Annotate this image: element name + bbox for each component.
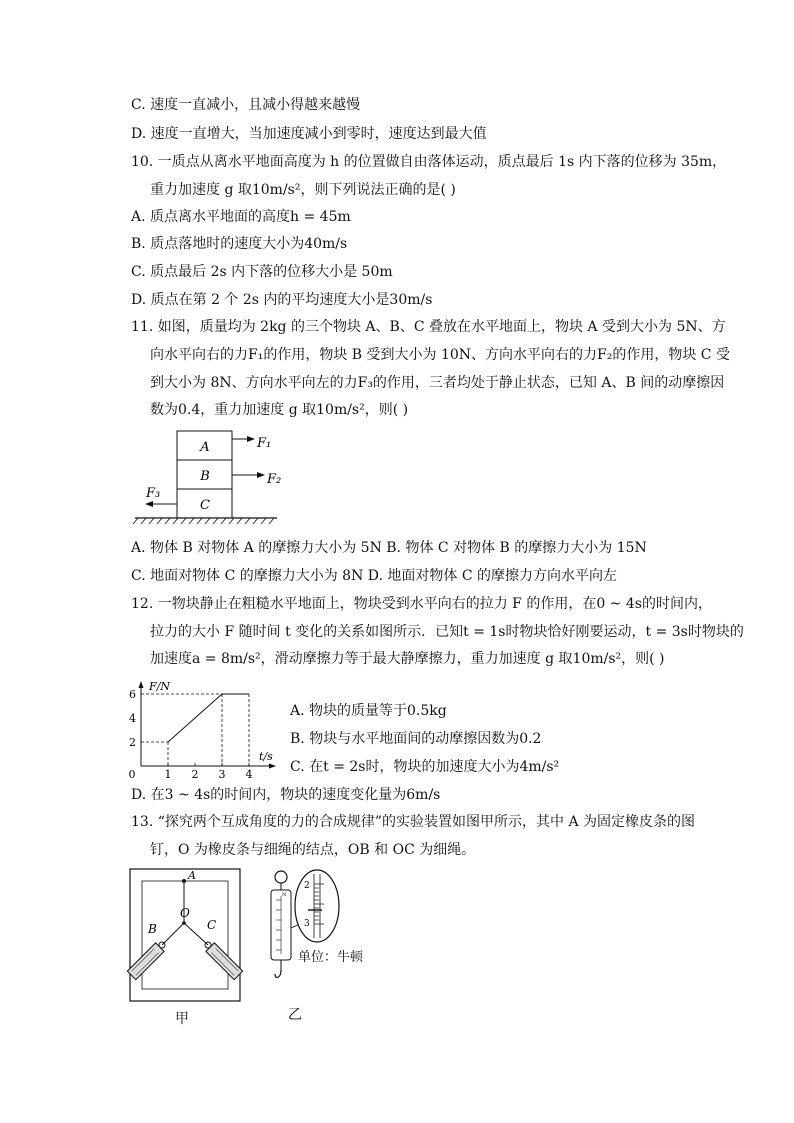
scale-n-label: N [282, 892, 287, 898]
caption-jia: 甲 [175, 1011, 189, 1027]
q13-stem-line1: 13. “探究两个互成角度的力的合成规律”的实验装置如图甲所示，其中 A 为固定橡皮条的图 [131, 814, 696, 830]
q12-stem-line1: 12. 一物块静止在粗糙水平地面上，物块受到水平向右的拉力 F 的作用，在0 ~ 4s的时间内， [131, 596, 712, 612]
q11-stem-line3: 到大小为 8N、方向水平向左的力F₃的作用，三者均处于静止状态，已知 A、B 间的动摩擦因 [150, 375, 725, 391]
q12-option-b: B. 物块与水平地面间的动摩擦因数为0.2 [290, 731, 542, 747]
q11-options-ab: A. 物体 B 对物体 A 的摩擦力大小为 5N B. 物体 C 对物体 B 的摩擦力大小为 15N [131, 540, 647, 556]
x-tick-label: 0 [128, 768, 136, 781]
ground-hatch [133, 518, 274, 524]
y-tick-label: 6 [129, 688, 136, 701]
magnifier-tick-2: 2 [304, 881, 310, 891]
x-tick-label: 3 [218, 768, 226, 781]
label-a: A [200, 440, 210, 455]
q12-stem-line3: 加速度a = 8m/s²，滑动摩擦力等于最大静摩擦力，重力加速度 g 取10m/s²，则( ) [150, 651, 665, 667]
q11-stem-line2: 向水平向右的力F₁的作用，物块 B 受到大小为 10N、方向水平向右的力F₂的作用，物块 C 受 [150, 347, 730, 363]
q10-option-c: C. 质点最后 2s 内下落的位移大小是 50m [131, 264, 393, 280]
q12-option-d: D. 在3 ~ 4s的时间内，物块的速度变化量为6m/s [131, 787, 441, 803]
series-segment [168, 694, 222, 742]
blocks-diagram [130, 425, 290, 530]
y-axis-label: F/N [149, 680, 170, 693]
y-tick-label: 2 [129, 736, 136, 749]
q11-stem-line4: 数为0.4，重力加速度 g 取10m/s²，则( ) [150, 402, 409, 418]
label-o: O [180, 906, 190, 920]
q10-option-a: A. 质点离水平地面的高度h = 45m [131, 209, 351, 225]
label-f3: F₃ [146, 486, 161, 501]
magnifier-tick-3: 3 [304, 919, 310, 929]
y-tick-label: 4 [129, 712, 136, 725]
x-tick-label: 1 [164, 768, 172, 781]
unit-label: 单位：牛顿 [298, 950, 364, 965]
q11-options-cd: C. 地面对物体 C 的摩擦力大小为 8N D. 地面对物体 C 的摩擦力方向水平向左 [131, 568, 618, 584]
q11-stem-line1: 11. 如图，质量均为 2kg 的三个物块 A、B、C 叠放在水平地面上，物块 A 受到大小为 5N、方 [131, 319, 726, 335]
q10-stem-line2: 重力加速度 g 取10m/s²，则下列说法正确的是( ) [150, 182, 456, 198]
q9-option-c: C. 速度一直减小，且减小得越来越慢 [131, 97, 361, 113]
q12-option-c: C. 在t = 2s时，物块的加速度大小为4m/s² [290, 759, 560, 775]
q10-stem-line1: 10. 一质点从离水平地面高度为 h 的位置做自由落体运动，质点最后 1s 内下落的位移为 35m， [131, 154, 727, 170]
spring-scale-figure [262, 868, 352, 996]
q9-option-d: D. 速度一直增大，当加速度减小到零时，速度达到最大值 [131, 126, 487, 142]
label-f2: F₂ [267, 472, 282, 487]
label-c: C [200, 498, 210, 513]
x-tick-label: 2 [191, 768, 199, 781]
label-c: C [207, 918, 217, 932]
q12-stem-line2: 拉力的大小 F 随时间 t 变化的关系如图所示．已知t = 1s时物块恰好刚要运动，t = 3s时物块的 [150, 624, 744, 640]
x-tick-label: 4 [245, 768, 253, 781]
label-a: A [188, 869, 196, 882]
top-ring [275, 871, 287, 883]
q10-option-d: D. 质点在第 2 个 2s 内的平均速度大小是30m/s [131, 292, 433, 308]
label-b: B [200, 469, 210, 484]
magnifier [295, 870, 339, 942]
label-b: B [148, 922, 157, 936]
force-time-chart [125, 678, 285, 781]
string-oc [184, 923, 208, 945]
q10-option-b: B. 质点落地时的速度大小为40m/s [131, 236, 348, 252]
bottom-hook [275, 970, 281, 977]
board-outer [130, 869, 240, 1001]
experiment-board-figure [128, 867, 243, 1005]
q13-stem-line2: 钉，O 为橡皮条与细绳的结点，OB 和 OC 为细绳。 [150, 842, 476, 858]
caption-yi: 乙 [288, 1007, 302, 1023]
q12-option-a: A. 物块的质量等于0.5kg [290, 703, 447, 719]
x-axis-label: t/s [259, 750, 273, 763]
label-f1: F₁ [257, 436, 272, 451]
string-ob [162, 923, 184, 945]
